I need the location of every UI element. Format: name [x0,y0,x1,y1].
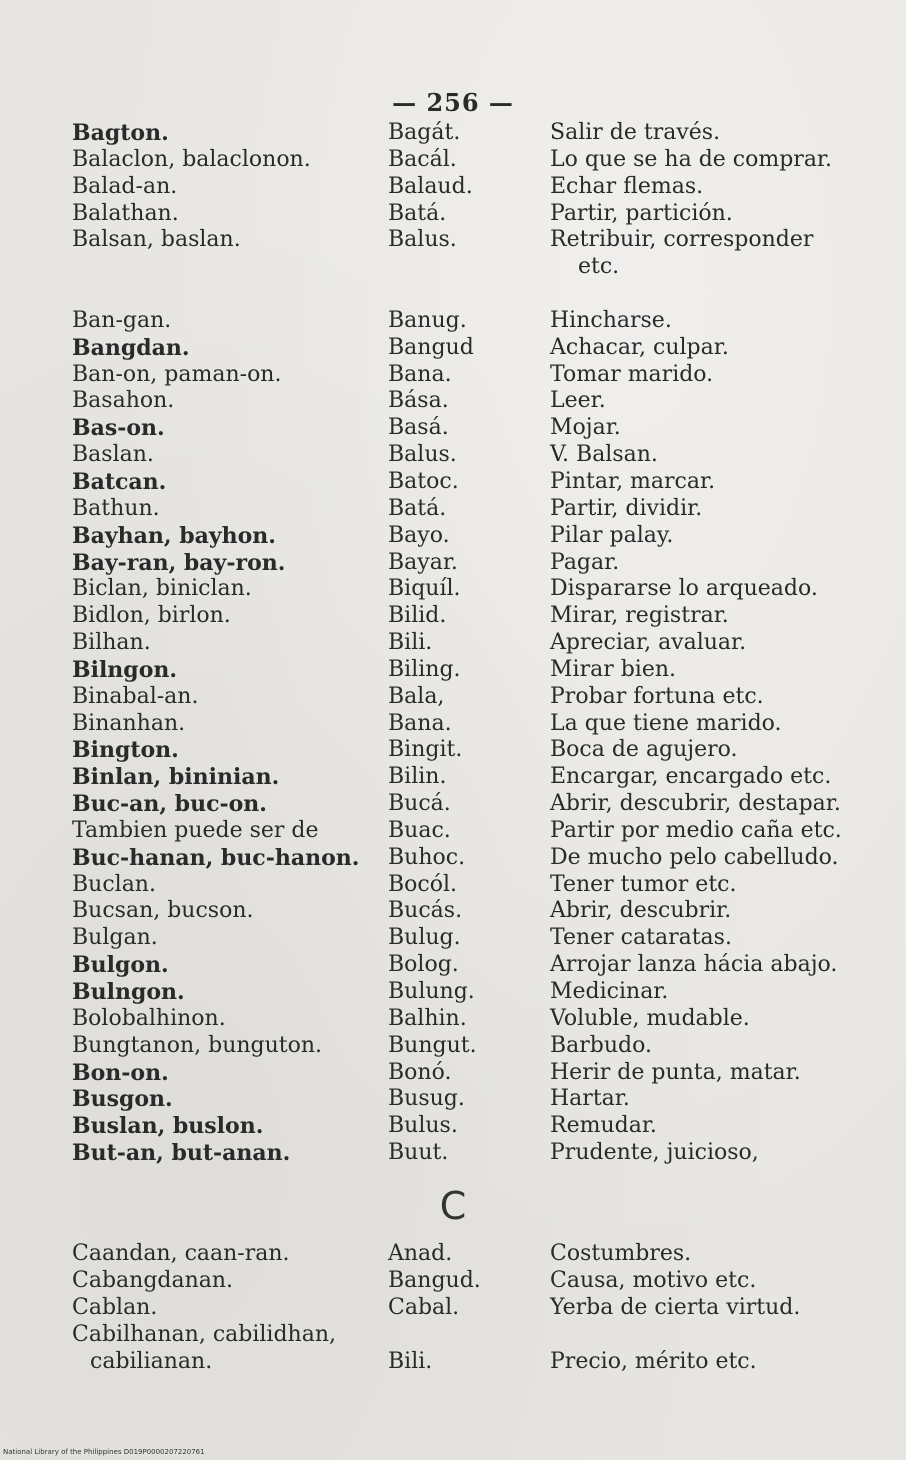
entry-headword: Balaclon, balaclonon. [72,146,311,172]
entry-headword: Buc-an, buc-on. [72,791,267,818]
entry-definition: Remudar. [550,1113,657,1139]
entry-headword: Bayhan, bayhon. [72,522,276,549]
dictionary-entry [0,872,906,899]
entry-headword: Cabangdanan. [72,1268,234,1293]
entry-headword: Caandan, caan-ran. [72,1241,290,1266]
entry-definition: Partir por medio caña etc. [550,817,842,843]
dictionary-entry [0,684,906,711]
entry-root: Balaud. [388,173,473,199]
entry-headword: Cablan. [72,1295,158,1320]
entry-root: Bili. [388,1349,433,1374]
dictionary-entry [0,979,906,1006]
dictionary-entry [0,576,906,603]
entry-root: Bangud [388,334,474,360]
entry-root: Basá. [388,415,449,441]
entry-headword: Balad-an. [72,173,178,199]
dictionary-entry [0,201,906,228]
entry-headword: Bilhan. [72,630,151,656]
dictionary-entry [0,1086,906,1113]
dictionary-entry [0,711,906,738]
entry-definition: Tener tumor etc. [550,871,737,897]
entry-definition: Precio, mérito etc. [550,1349,757,1374]
entry-root: Bilid. [388,603,447,629]
dictionary-entry [0,362,906,389]
entry-headword: Bon-on. [72,1059,169,1086]
entry-definition: Partir, dividir. [550,495,703,521]
entry-definition: Medicinar. [550,979,669,1004]
entry-headword: Bulngon. [72,979,185,1005]
entry-definition: Partir, partición. [550,200,733,226]
entry-definition: Yerba de cierta virtud. [550,1295,801,1320]
entry-root: Busug. [388,1086,465,1112]
entry-headword: But-an, but-anan. [72,1140,291,1167]
entry-headword: Bulgon. [72,952,169,979]
entry-definition: Causa, motivo etc. [550,1268,757,1293]
entry-root: Anad. [388,1241,453,1266]
dictionary-entry [0,764,906,791]
entry-headword: Binanhan. [72,710,186,736]
dictionary-entry [0,335,906,362]
entry-gap [0,281,906,308]
entry-definition: Costumbres. [550,1241,692,1266]
entry-root: Biquíl. [388,576,461,602]
entry-root: Balus. [388,227,457,253]
entry-root: Bangud. [388,1268,481,1293]
entry-headword: Bolobalhinon. [72,1005,226,1031]
entry-root: Banug. [388,307,467,333]
dictionary-entry [0,496,906,523]
entry-headword: Batcan. [72,468,167,495]
entry-headword: Buclan. [72,871,156,897]
dictionary-entry [0,227,906,281]
entry-headword-continued: cabilianan. [90,1349,213,1374]
dictionary-entry [0,415,906,442]
entry-root: Batá. [388,200,447,226]
letter-heading: C [439,1184,467,1228]
entry-definition: Lo que se ha de comprar. [550,146,833,172]
entry-definition: Mojar. [550,415,621,441]
entries-c [0,1240,906,1375]
dictionary-entry [0,1140,906,1167]
dictionary-entry [0,469,906,496]
entry-root: Biling. [388,656,461,682]
entry-root: Bocól. [388,871,458,897]
entry-root: Bása. [388,388,449,414]
entry-headword: Bington. [72,737,179,764]
dictionary-entry [0,630,906,657]
entry-root: Bungut. [388,1032,477,1058]
entry-headword: Bilngon. [72,656,178,683]
dictionary-entry [0,603,906,630]
entry-root: Bayo. [388,522,450,548]
entry-headword: Bathun. [72,495,160,521]
entry-definition: Arrojar lanza hácia abajo. [550,952,838,978]
entry-definition: Achacar, culpar. [550,334,729,360]
dictionary-entry [0,898,906,925]
page-number: — 256 — [392,88,514,117]
entry-definition: De mucho pelo cabelludo. [550,844,839,870]
entry-definition: Retribuir, corresponder [550,227,814,253]
entry-root: Bilin. [388,764,447,790]
entry-root: Cabal. [388,1295,460,1320]
entry-headword: Bagton. [72,120,169,146]
dictionary-entry [0,845,906,872]
entry-headword: Bucsan, bucson. [72,898,254,924]
entry-headword: Cabilhanan, cabilidhan, [72,1322,336,1347]
entry-headword: Bangdan. [72,334,190,361]
entry-root: Buhoc. [388,844,466,870]
entry-headword: Balsan, baslan. [72,227,241,253]
entry-root: Bagát. [388,120,461,145]
dictionary-entry [0,523,906,550]
entry-root: Bulung. [388,979,475,1004]
dictionary-entry [0,308,906,335]
entry-root: Buut. [388,1140,449,1166]
entry-root: Batoc. [388,468,459,494]
entry-definition: Abrir, descubrir. [550,898,732,924]
entry-definition: Boca de agujero. [550,737,738,763]
dictionary-entry [0,1240,906,1267]
entry-root: Bala, [388,683,445,709]
entry-headword: Tambien puede ser de [72,817,319,843]
entry-definition: Encargar, encargado etc. [550,764,832,790]
dictionary-entry [0,925,906,952]
entry-headword: Bas-on. [72,415,165,442]
entry-definition: Barbudo. [550,1032,652,1058]
dictionary-entry [0,550,906,577]
entry-root: Balus. [388,442,457,468]
entry-root: Bili. [388,630,433,656]
dictionary-entry [0,737,906,764]
entry-definition: Voluble, mudable. [550,1005,750,1031]
dictionary-entry [0,174,906,201]
entry-root: Buac. [388,817,451,843]
entry-definition: V. Balsan. [550,442,658,468]
entry-root: Balhin. [388,1005,467,1031]
footer-stamp: National Library of the Philippines D019P0000207220761 [3,1448,205,1456]
entry-definition: Herir de punta, matar. [550,1059,801,1085]
entry-headword: Ban-gan. [72,307,172,333]
entry-root: Bucá. [388,791,451,817]
dictionary-entry [0,1321,906,1375]
entry-definition: Mirar bien. [550,656,677,682]
entry-definition: Prudente, juicioso, [550,1140,759,1166]
entry-headword: Buc-hanan, buc-hanon. [72,844,360,871]
entry-headword: Buslan, buslon. [72,1113,264,1140]
dictionary-entry [0,657,906,684]
entry-root: Bana. [388,361,452,387]
entry-definition: Pagar. [550,549,620,575]
entry-definition: Leer. [550,388,606,414]
entry-root: Bulug. [388,925,461,951]
entry-headword: Biclan, biniclan. [72,576,252,602]
entry-definition: Abrir, descubrir, destapar. [550,791,841,817]
entry-headword: Bungtanon, bunguton. [72,1032,323,1058]
dictionary-entry [0,388,906,415]
entry-headword: Basahon. [72,388,175,414]
entry-definition: Pintar, marcar. [550,468,716,494]
dictionary-entry [0,1267,906,1294]
entry-headword: Bay-ran, bay-ron. [72,549,286,576]
entry-definition: Salir de través. [550,120,721,145]
entry-definition: Mirar, registrar. [550,603,729,629]
entry-definition: Dispararse lo arqueado. [550,576,818,602]
entry-definition-continued: etc. [578,254,620,280]
dictionary-entry [0,1294,906,1321]
dictionary-entry [0,1113,906,1140]
dictionary-entry [0,952,906,979]
entry-root: Bayar. [388,549,458,575]
entry-headword: Binabal-an. [72,683,199,709]
entry-root: Bingit. [388,737,463,763]
entry-definition: La que tiene marido. [550,710,782,736]
entry-definition: Pilar palay. [550,522,674,548]
dictionary-entry [0,1060,906,1087]
entry-root: Bulus. [388,1113,458,1139]
dictionary-entry [0,120,906,147]
entry-headword: Busgon. [72,1086,173,1113]
entry-headword: Ban-on, paman-on. [72,361,282,387]
dictionary-entry [0,818,906,845]
entry-definition: Apreciar, avaluar. [550,630,747,656]
dictionary-entry [0,1006,906,1033]
entry-definition: Hartar. [550,1086,630,1112]
entry-headword: Binlan, bininian. [72,764,280,791]
dictionary-entry [0,791,906,818]
entry-root: Bacál. [388,146,457,172]
entry-root: Bana. [388,710,452,736]
entry-root: Bolog. [388,952,459,978]
entry-root: Bucás. [388,898,463,924]
dictionary-entry [0,442,906,469]
entry-root: Batá. [388,495,447,521]
entry-headword: Bulgan. [72,925,158,951]
entry-headword: Bidlon, birlon. [72,603,231,629]
entries-b [0,120,906,1167]
entry-definition: Hincharse. [550,307,672,333]
entry-definition: Tener cataratas. [550,925,732,951]
entry-headword: Baslan. [72,442,154,468]
dictionary-entry [0,1033,906,1060]
entry-root: Bonó. [388,1059,452,1085]
entry-definition: Echar flemas. [550,173,704,199]
entry-definition: Probar fortuna etc. [550,683,764,709]
entry-definition: Tomar marido. [550,361,714,387]
entry-headword: Balathan. [72,200,179,226]
dictionary-entry [0,147,906,174]
